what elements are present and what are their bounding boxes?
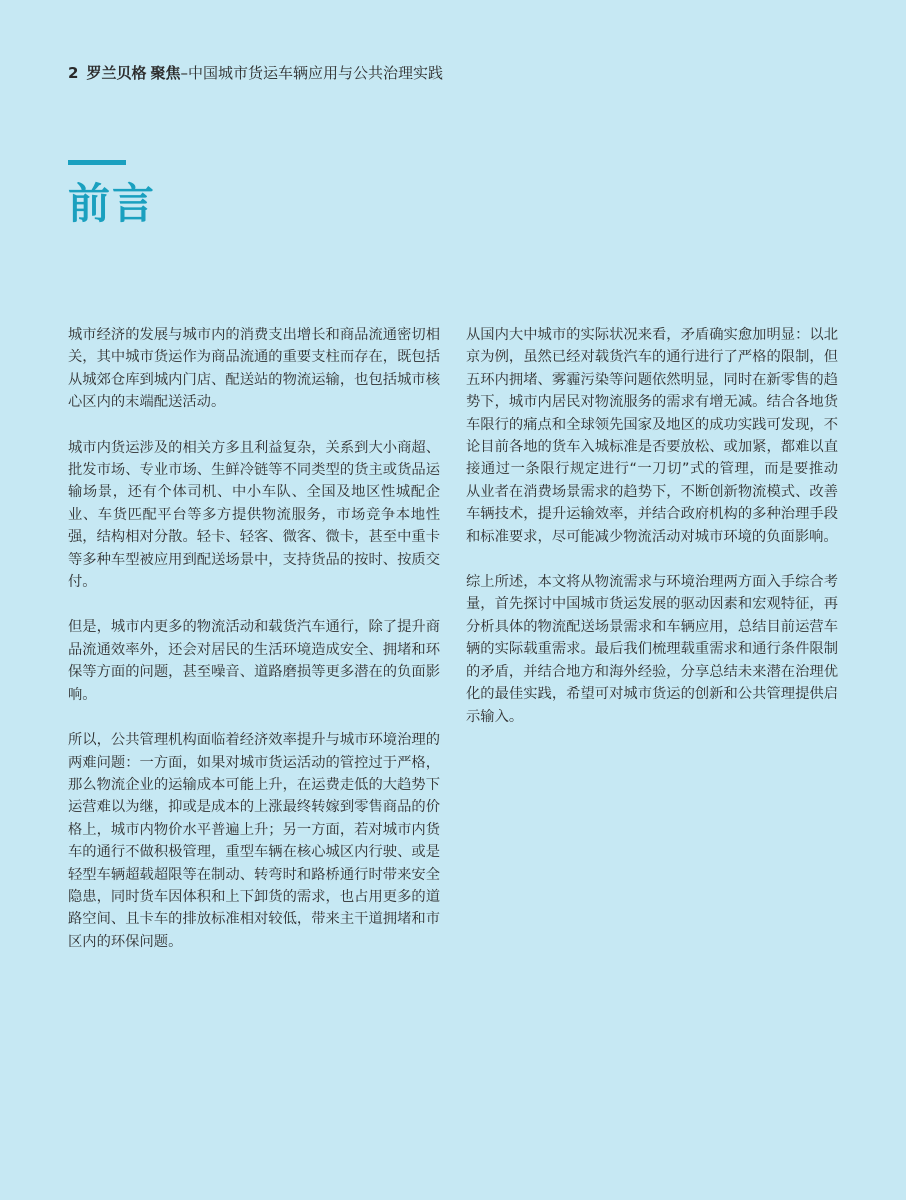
paragraph: 城市内货运涉及的相关方多且利益复杂，关系到大小商超、批发市场、专业市场、生鲜冷链等不同类型的货主或货品运输场景，还有个体司机、中小车队、全国及地区性城配企业、车货匹配平台等多方提供物流服务，市场竞争本地性强，结构相对分散。轻卡、轻客、微客、微卡，甚至中重卡等多种车型被应用到配送场景中，支持货品的按时、按质交付。 [68,439,440,591]
section-title: 前言 [68,179,157,228]
page-header [68,64,443,82]
report-subtitle: –中国城市货运车辆应用与公共治理实践 [180,64,443,82]
paragraph: 城市经济的发展与城市内的消费支出增长和商品流通密切相关，其中城市货运作为商品流通的重要支柱而存在，既包括从城郊仓库到城内门店、配送站的物流运输，也包括城市核心区内的末端配送活动。 [68,327,440,411]
paragraph: 从国内大中城市的实际状况来看，矛盾确实愈加明显：以北京为例，虽然已经对载货汽车的通行进行了严格的限制，但五环内拥堵、雾霾污染等问题依然明显，同时在新零售的趋势下，城市内居民对物流服务的需求有增无减。结合各地货车限行的痛点和全球领先国家及地区的成功实践可发现，不论目前各地的货车入城标准是否要放松、或加紧，都难以直接通过一条限行规定进行“一刀切”式的管理，而是要推动从业者在消费场景需求的趋势下，不断创新物流模式、改善车辆技术，提升运输效率，并结合政府机构的多种治理手段和标准要求，尽可能减少物流活动对城市环境的负面影响。 [466,327,838,545]
paragraph: 综上所述，本文将从物流需求与环境治理两方面入手综合考量，首先探讨中国城市货运发展的驱动因素和宏观特征，再分析具体的物流配送场景需求和车辆应用，总结目前运营车辆的实际载重需求。最后我们梳理载重需求和通行条件限制的矛盾，并结合地方和海外经验，分享总结未来潜在治理优化的最佳实践，希望可对城市货运的创新和公共管理提供启示输入。 [466,574,838,725]
paragraph: 所以，公共管理机构面临着经济效率提升与城市环境治理的两难问题：一方面，如果对城市货运活动的管控过于严格，那么物流企业的运输成本可能上升，在运费走低的大趋势下运营难以为继，抑或是成本的上涨最终转嫁到零售商品的价格上，城市内物价水平普遍上升；另一方面，若对城市内货车的通行不做积极管理，重型车辆在核心城区内行驶、或是轻型车辆超载超限等在制动、转弯时和路桥通行时带来安全隐患，同时货车因体积和上下卸货的需求，也占用更多的道路空间、且卡车的排放标准相对较低，带来主干道拥堵和市区内的环保问题。 [68,732,440,950]
page-number: 2 [68,64,79,82]
brand-name: 罗兰贝格 [86,64,147,82]
left-column [68,324,440,976]
series-name: 聚焦 [150,64,181,82]
right-column [466,324,838,751]
title-accent-bar [68,160,126,165]
paragraph: 但是，城市内更多的物流活动和载货汽车通行，除了提升商品流通效率外，还会对居民的生活环境造成安全、拥堵和环保等方面的问题，甚至噪音、道路磨损等更多潜在的负面影响。 [68,619,440,703]
